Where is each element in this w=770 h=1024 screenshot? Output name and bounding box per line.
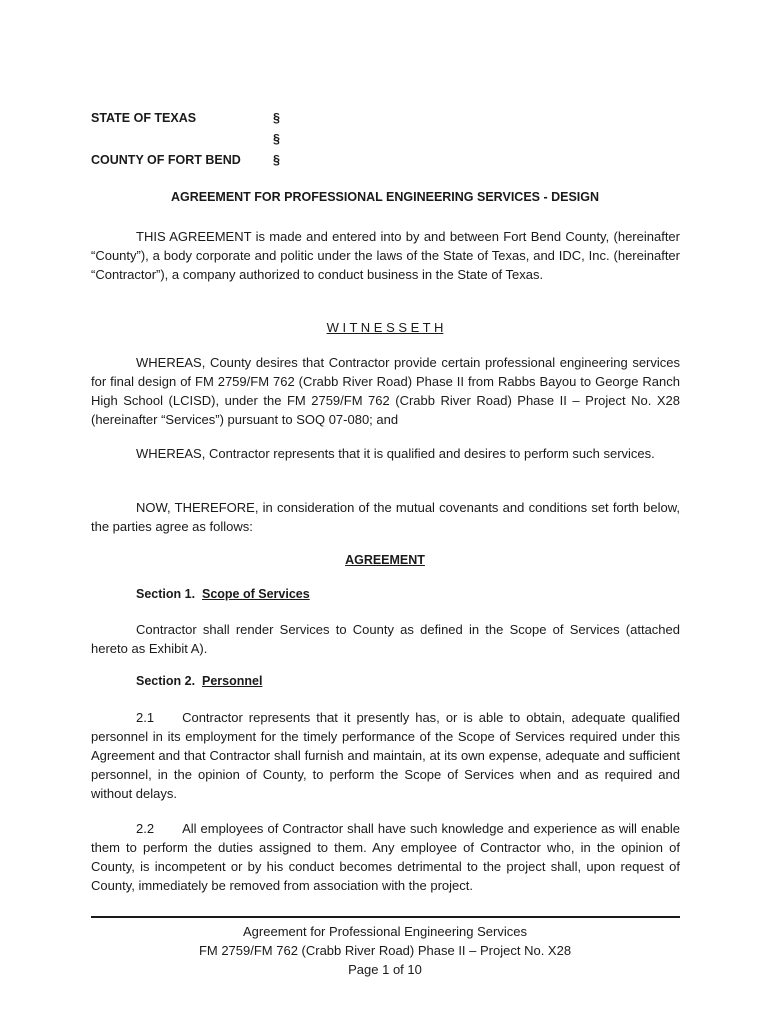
agreement-heading [0, 552, 770, 567]
county-caption: COUNTY OF FORT BEND [91, 153, 241, 167]
section-symbol: § [273, 111, 280, 125]
now-therefore-paragraph: NOW, THEREFORE, in consideration of the mutual covenants and conditions set forth below, the parties agree as follows: [91, 500, 680, 534]
whereas-paragraph-2: WHEREAS, Contractor represents that it is qualified and desires to perform such services. [136, 446, 655, 461]
whereas-paragraph-1: WHEREAS, County desires that Contractor provide certain professional engineering services for final design of FM 2759/FM 762 (Crabb River Road) Phase II from Rabbs Bayou to George Ranch High School (LCISD), under the FM 2759/FM 762 (Crabb River Road) Phase II – Project No. X28 (hereinafter “Services”) pursuant to SOQ 07-080; and [91, 355, 680, 427]
footer-title: Agreement for Professional Engineering Services [243, 924, 527, 939]
paragraph-2-1 [91, 708, 680, 803]
section-2-number: Section 2. [136, 674, 196, 688]
footer-project: FM 2759/FM 762 (Crabb River Road) Phase II – Project No. X28 [198, 943, 572, 958]
witnesseth-text: W I T N E S S E T H [326, 320, 444, 335]
section-symbol: § [273, 153, 280, 167]
paragraph-2-1-body [91, 708, 680, 803]
state-caption: STATE OF TEXAS [91, 111, 197, 125]
footer-divider [91, 916, 680, 918]
intro-paragraph: THIS AGREEMENT is made and entered into by and between Fort Bend County, (hereinafter “County”), a body corporate and politic under the laws of the State of Texas, and IDC, Inc. (hereinafter “Contractor”), a company authorized to conduct business in the State of Texas. [91, 229, 680, 282]
section-1-number: Section 1. [136, 587, 196, 601]
page-number: Page 1 of 10 [348, 962, 422, 977]
paragraph-2-1-text: Contractor represents that it presently has, or is able to obtain, adequate qualified personnel in its employment for the timely performance of the Scope of Services required under this Agreement and that Contractor shall furnish and maintain, at its own expense, adequate and sufficient personnel, in the opinion of County, to perform the Scope of Services when and as required and without delays. [91, 710, 680, 801]
paragraph-2-2-body [91, 819, 680, 895]
section-2-heading [136, 674, 262, 688]
section-1-title: Scope of Services [202, 587, 310, 601]
paragraph-2-2-number: 2.2 [136, 821, 155, 836]
section-2-title: Personnel [202, 674, 263, 688]
document-title: AGREEMENT FOR PROFESSIONAL ENGINEERING SERVICES - DESIGN [170, 190, 600, 204]
section-1-heading [136, 587, 310, 601]
agreement-heading-text: AGREEMENT [345, 553, 425, 567]
witnesseth-heading [0, 320, 770, 335]
section-symbol: § [273, 132, 280, 146]
section-1-text: Contractor shall render Services to County as defined in the Scope of Services (attached hereto as Exhibit A). [91, 622, 680, 656]
paragraph-2-2 [91, 819, 680, 895]
paragraph-2-1-number: 2.1 [136, 710, 155, 725]
paragraph-2-2-text: All employees of Contractor shall have such knowledge and experience as will enable them to perform the duties assigned to them. Any employee of Contractor who, in the opinion of County, is incompetent or by his conduct becomes detrimental to the project shall, upon request of County, immediately be removed from association with the project. [91, 821, 680, 893]
